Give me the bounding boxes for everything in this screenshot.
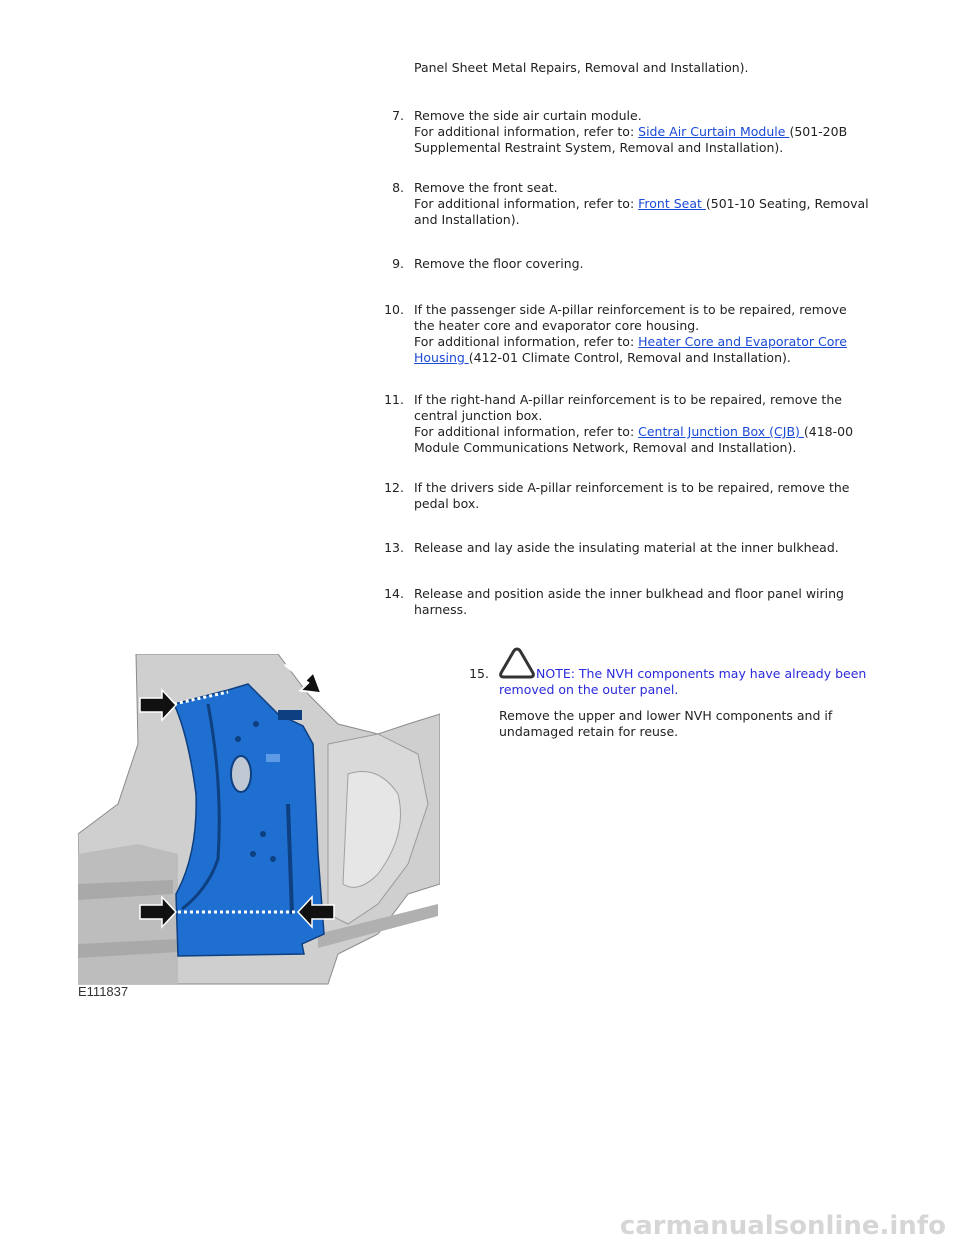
step-text: Remove the floor covering. xyxy=(414,256,584,271)
reference-line xyxy=(414,334,847,350)
step-number: 7. xyxy=(392,108,404,123)
step-text-continuation: the heater core and evaporator core housing. xyxy=(414,318,700,333)
note-text-continuation: removed on the outer panel. xyxy=(499,682,679,697)
step-text: Remove the upper and lower NVH components and if xyxy=(499,708,833,723)
reference-continuation xyxy=(414,350,791,366)
continuation-text: Panel Sheet Metal Repairs, Removal and Installation). xyxy=(414,60,749,75)
a-pillar-reinforcement-illustration xyxy=(78,654,440,1010)
reference-suffix: (418-00 xyxy=(803,424,854,439)
figure-caption: E111837 xyxy=(78,984,129,999)
front-seat-link[interactable]: Front Seat xyxy=(638,196,706,211)
step-number: 14. xyxy=(384,586,404,601)
step-text: If the passenger side A-pillar reinforcement is to be repaired, remove xyxy=(414,302,847,317)
step-text-continuation: undamaged retain for reuse. xyxy=(499,724,679,739)
reference-line xyxy=(414,124,847,140)
a-pillar-diagram xyxy=(78,654,440,1010)
central-junction-box-link[interactable]: Central Junction Box (CJB) xyxy=(638,424,804,439)
reference-prefix: For additional information, refer to: xyxy=(414,334,639,349)
step-number: 12. xyxy=(384,480,404,495)
step-text-continuation: harness. xyxy=(414,602,468,617)
reference-suffix: (501-10 Seating, Removal xyxy=(705,196,869,211)
step-number: 15. xyxy=(469,666,489,681)
step-number: 10. xyxy=(384,302,404,317)
watermark: carmanualsonline.info xyxy=(619,1211,946,1241)
step-text: Remove the front seat. xyxy=(414,180,558,195)
step-text: Release and position aside the inner bulkhead and floor panel wiring xyxy=(414,586,844,601)
reference-suffix: (412-01 Climate Control, Removal and Installation). xyxy=(468,350,791,365)
step-number: 11. xyxy=(384,392,404,407)
step-number: 8. xyxy=(392,180,404,195)
reference-line xyxy=(414,196,869,212)
reference-suffix: (501-20B xyxy=(789,124,848,139)
step-number: 9. xyxy=(392,256,404,271)
reference-prefix: For additional information, refer to: xyxy=(414,124,639,139)
reference-line xyxy=(414,424,853,440)
step-number: 13. xyxy=(384,540,404,555)
heater-core-link[interactable]: Heater Core and Evaporator Core xyxy=(638,334,847,349)
reference-continuation: and Installation). xyxy=(414,212,520,227)
reference-continuation: Module Communications Network, Removal and Installation). xyxy=(414,440,797,455)
note-text: NOTE: The NVH components may have already been xyxy=(536,666,867,681)
heater-core-link-continued[interactable]: Housing xyxy=(414,350,469,365)
step-text: Remove the side air curtain module. xyxy=(414,108,642,123)
step-text: If the drivers side A-pillar reinforcement is to be repaired, remove the xyxy=(414,480,850,495)
step-text: If the right-hand A-pillar reinforcement is to be repaired, remove the xyxy=(414,392,842,407)
reference-prefix: For additional information, refer to: xyxy=(414,196,639,211)
side-air-curtain-module-link[interactable]: Side Air Curtain Module xyxy=(638,124,790,139)
step-text-continuation: pedal box. xyxy=(414,496,480,511)
step-text-continuation: central junction box. xyxy=(414,408,543,423)
step-text: Release and lay aside the insulating material at the inner bulkhead. xyxy=(414,540,839,555)
warning-triangle-icon xyxy=(498,646,536,680)
reference-continuation: Supplemental Restraint System, Removal and Installation). xyxy=(414,140,784,155)
reference-prefix: For additional information, refer to: xyxy=(414,424,639,439)
